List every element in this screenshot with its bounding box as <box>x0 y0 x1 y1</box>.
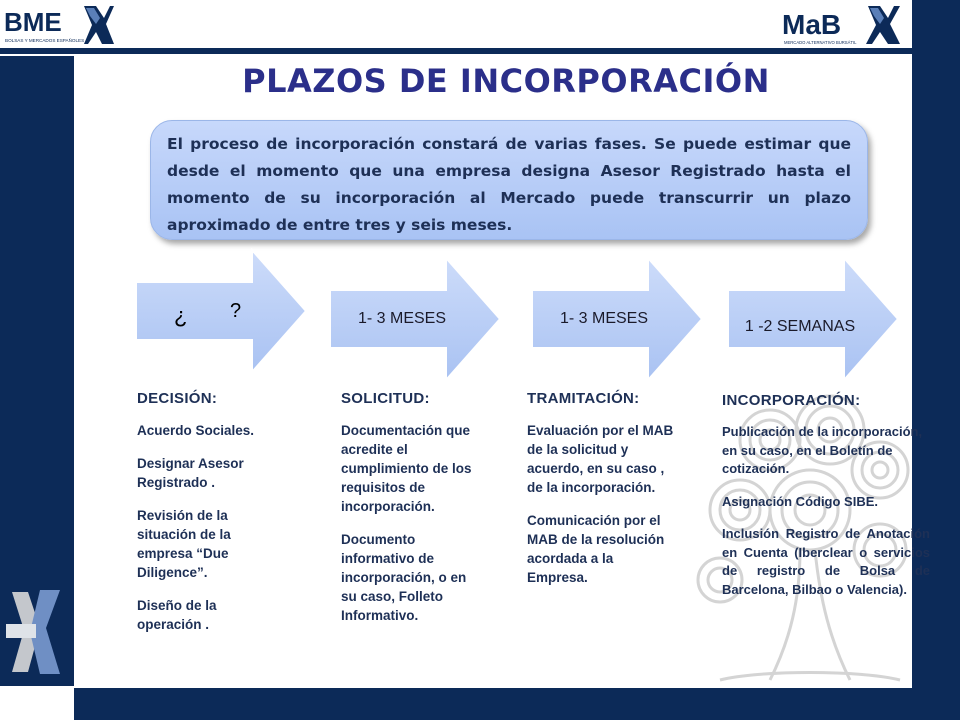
bme-logo <box>4 4 114 46</box>
bme-logo-subtitle: BOLSAS Y MERCADOS ESPAÑOLES <box>5 38 85 43</box>
phase-item: Asignación Código SIBE. <box>722 493 879 509</box>
phase-heading: SOLICITUD: <box>341 390 430 407</box>
mab-x-icon <box>866 6 900 44</box>
arrow-tramitacion <box>530 256 706 382</box>
phase-incorporacion <box>722 392 930 613</box>
intro-text: El proceso de incorporación constará de varias fases. Se puede estimar que desde el momento que una empresa designa Asesor Registrado hasta el momento de su incorporación al Mercado puede transcurrir un plazo aproximado de entre tres y seis meses. <box>167 135 851 234</box>
page-title: PLAZOS DE INCORPORACIÓN <box>242 62 770 100</box>
arrow-decision-open-mark: ¿ <box>174 303 188 328</box>
phase-item: Publicación de la incorporación, en su caso, en el Boletín de cotización. <box>722 424 923 476</box>
phase-tramitacion <box>527 390 677 601</box>
phase-item: Documento informativo de incorporación, o en su caso, Folleto Informativo. <box>341 532 467 623</box>
phase-heading: DECISIÓN: <box>137 390 218 407</box>
arrow-decision-shape <box>134 248 310 374</box>
phase-item: Revisión de la situación de la empresa “Due Diligence”. <box>137 508 231 580</box>
mab-logo <box>782 4 902 46</box>
phase-item: Evaluación por el MAB de la solicitud y acuerdo, en su caso , de la incorporación. <box>527 423 674 495</box>
arrow-tramitacion-label: 1- 3 MESES <box>559 310 649 327</box>
arrow-decision-close-mark: ? <box>230 300 242 322</box>
phase-heading: TRAMITACIÓN: <box>527 390 640 407</box>
phase-item: Diseño de la operación . <box>137 598 217 632</box>
bme-logo-text: BME <box>4 7 62 37</box>
phase-solicitud <box>341 390 477 639</box>
phase-item: Designar Asesor Registrado . <box>137 456 244 490</box>
arrow-solicitud <box>328 256 504 382</box>
mab-logo-text: MaB <box>782 9 842 40</box>
arrow-decision <box>134 248 310 374</box>
bme-x-icon <box>84 6 114 44</box>
phase-item: Comunicación por el MAB de la resolución acordada a la Empresa. <box>527 513 665 585</box>
arrow-incorporacion-label: 1 -2 SEMANAS <box>744 318 856 335</box>
arrow-incorporacion <box>726 256 902 382</box>
x-brand-icon <box>6 584 64 680</box>
phase-heading: INCORPORACIÓN: <box>722 392 861 409</box>
phase-decision <box>137 390 277 648</box>
intro-callout <box>150 120 868 240</box>
mab-logo-subtitle: MERCADO ALTERNATIVO BURSÁTIL <box>784 40 857 45</box>
arrow-solicitud-label: 1- 3 MESES <box>357 310 447 327</box>
phase-item: Acuerdo Sociales. <box>137 423 255 438</box>
footer-band <box>74 688 960 720</box>
phase-item: Documentación que acredite el cumplimiento de los requisitos de incorporación. <box>341 423 472 514</box>
header-divider <box>0 48 912 54</box>
phase-item: Inclusión Registro de Anotación en Cuenta (Iberclear o servicios de registro de Bolsa de Barcelona, Bilbao o Valencia). <box>722 526 930 597</box>
